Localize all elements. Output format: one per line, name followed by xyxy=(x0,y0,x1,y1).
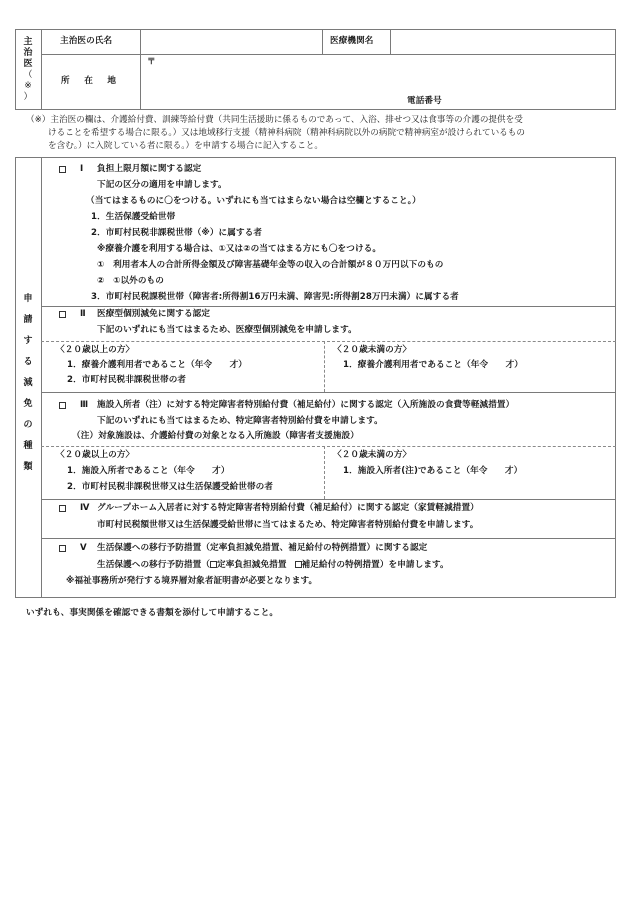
divider xyxy=(41,341,616,342)
option-taxable-household[interactable]: 3．市町村民税課税世帯（障害者:所得割16万円未満、障害児:所得割28万円未満）に属する者 xyxy=(91,292,459,302)
section-3-checkbox[interactable] xyxy=(59,402,66,409)
physician-note: （※）主治医の欄は、介護給付費、訓練等給付費（共同生活援助に係るものであって、入浴、排せつ又は食事等の介護の提供を受 けることを希望する場合に限る。）又は地域移行支援（精神科病院（精神科病院以外の病院で精神病室が設けられているもの を含む。）に入院している者に限る。）を申請する場合に記入すること。 xyxy=(26,115,525,151)
divider xyxy=(140,29,141,110)
section-1-checkbox[interactable] xyxy=(59,166,66,173)
divider xyxy=(324,446,325,499)
option-income-under-800k[interactable]: ① 利用者本人の合計所得金額及び障害基礎年金等の収入の合計額が８０万円以下のもの xyxy=(97,260,444,270)
section-3-title: 施設入所者（注）に対する特定障害者特別給付費（補足給付）に関する認定（入所施設の食費等軽減措置） xyxy=(97,400,515,410)
option-other[interactable]: ② ①以外のもの xyxy=(97,276,164,286)
fixed-rate-reduction-checkbox[interactable] xyxy=(210,561,217,568)
section-5-note: ※福祉事務所が発行する境界層対象者証明書が必要となります。 xyxy=(66,576,318,586)
section-5-checkbox[interactable] xyxy=(59,545,66,552)
section-4-checkbox[interactable] xyxy=(59,505,66,512)
divider xyxy=(41,446,616,447)
option-welfare-household[interactable]: 1．生活保護受給世帯 xyxy=(91,212,176,222)
divider xyxy=(324,341,325,392)
physician-name-label: 主治医の氏名 xyxy=(60,36,113,46)
reduction-side-label: 申 請 す る 減 免 の 種 類 xyxy=(23,294,33,472)
section-1-title: 負担上限月額に関する認定 xyxy=(97,164,202,174)
physician-side-label: 主 治 医 （ ※ ） xyxy=(23,37,33,102)
institution-field[interactable] xyxy=(392,31,613,52)
divider xyxy=(390,29,391,54)
fixed-rate-reduction-label: 定率負担減免措置 xyxy=(217,560,287,570)
section-2-title: 医療型個別減免に関する認定 xyxy=(97,309,211,319)
section-5-title: 生活保護への移行予防措置（定率負担減免措置、補足給付の特例措置）に関する認定 xyxy=(97,543,428,553)
divider xyxy=(41,392,616,393)
section-1-numeral: Ⅰ xyxy=(80,164,84,174)
phone-field[interactable] xyxy=(450,92,613,108)
divider xyxy=(41,306,616,307)
divider xyxy=(41,538,616,539)
supplementary-special-checkbox[interactable] xyxy=(295,561,302,568)
address-field[interactable] xyxy=(158,57,613,87)
option-non-taxable-household[interactable]: 2．市町村民税非課税世帯（※）に属する者 xyxy=(91,228,263,238)
section-4-title: グループホーム入居者に対する特定障害者特別給付費（補足給付）に関する認定（家賃軽減措置） xyxy=(97,503,479,513)
divider xyxy=(41,54,616,55)
institution-label: 医療機関名 xyxy=(330,36,374,46)
supplementary-special-label: 補足給付の特例措置 xyxy=(301,560,380,570)
footer-note: いずれも、事実関係を確認できる書類を添付して申請すること。 xyxy=(26,608,279,618)
divider xyxy=(41,157,42,598)
physician-name-field[interactable] xyxy=(142,31,320,52)
section-2-checkbox[interactable] xyxy=(59,311,66,318)
postal-mark: 〒 xyxy=(147,57,156,67)
divider xyxy=(41,499,616,500)
divider xyxy=(41,29,42,110)
phone-label: 電話番号 xyxy=(407,96,442,106)
divider xyxy=(322,29,323,54)
address-label: 所 在 地 xyxy=(61,76,119,86)
